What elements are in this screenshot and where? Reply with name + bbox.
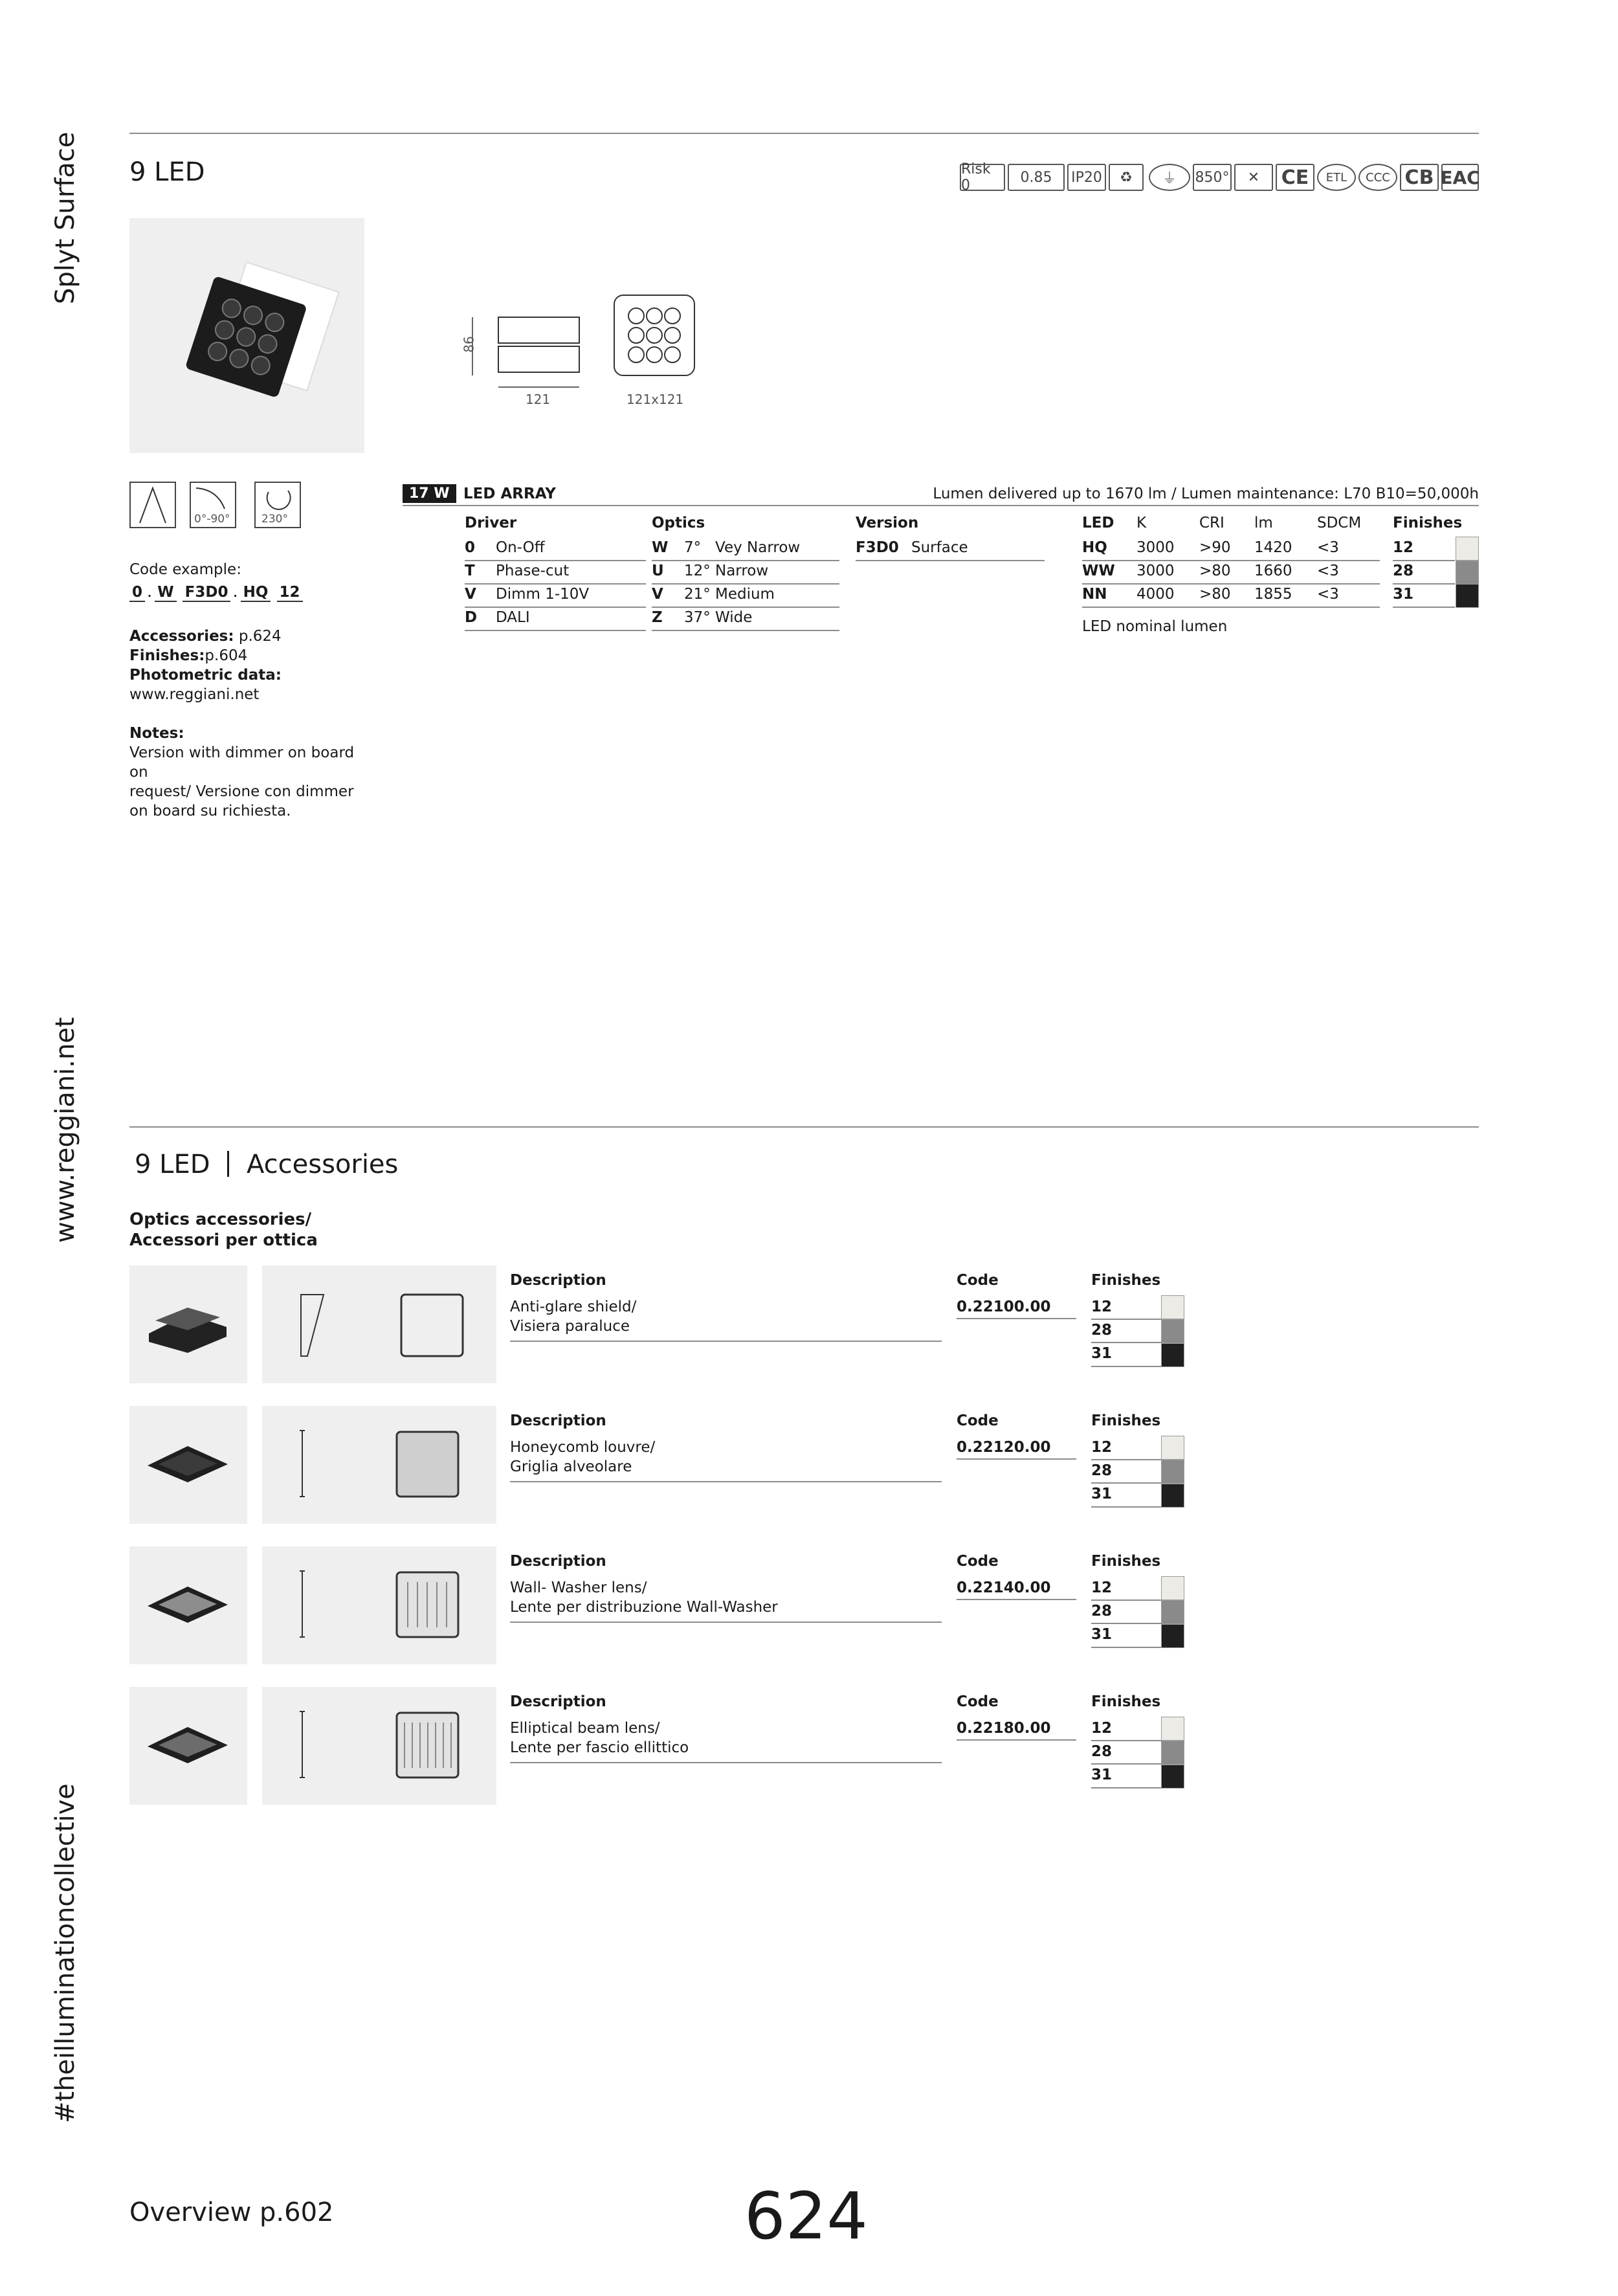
power-factor-badge: 0.85 <box>1008 164 1065 191</box>
finish-swatch-black <box>1161 1765 1184 1789</box>
led-array-label: LED ARRAY <box>463 485 556 502</box>
accessories-ref: p.624 <box>238 628 282 645</box>
code-example: 0 . W F3D0 . HQ 12 <box>129 584 305 602</box>
led-header: LED <box>1082 515 1114 531</box>
side-hashtag: #theilluminationcollective <box>50 1783 80 2123</box>
honeycomb-photo <box>129 1406 247 1524</box>
finish-swatch-grey <box>1161 1460 1184 1484</box>
code-example-label: Code example: <box>129 561 241 578</box>
cb-mark-icon: CB <box>1400 164 1439 191</box>
driver-header: Driver <box>465 515 517 531</box>
top-divider <box>129 133 1479 134</box>
finish-swatch-white <box>1161 1717 1184 1741</box>
rotation-label: 230° <box>261 513 288 526</box>
accessories-divider <box>129 1126 1479 1128</box>
width-dimension: 121 <box>526 392 551 407</box>
finish-swatch-grey <box>1456 561 1479 585</box>
beam-angle-icon <box>129 482 176 528</box>
photometric-link[interactable]: www.reggiani.net <box>129 686 260 703</box>
ccc-mark-icon: CCC <box>1358 164 1397 191</box>
side-product-family: Splyt Surface <box>50 131 80 304</box>
led-note: LED nominal lumen <box>1082 618 1228 635</box>
elliptical-lens-drawing <box>262 1687 496 1805</box>
spec-top-rule <box>403 505 1479 506</box>
code-part-optics: W <box>155 584 176 602</box>
ip-rating-badge: IP20 <box>1067 164 1106 191</box>
wall-washer-photo <box>129 1546 247 1664</box>
honeycomb-drawing <box>262 1406 496 1524</box>
finish-swatch-grey <box>1161 1319 1184 1343</box>
anti-glare-photo <box>129 1265 247 1383</box>
code-part-finish: 12 <box>277 584 303 602</box>
references-block: Accessories: p.624 Finishes:p.604 Photometric data: www.reggiani.net Notes: Version with dimmer on board on request/ Versione con dimmer on board su richiesta. <box>129 627 375 821</box>
finish-swatch-white <box>1161 1436 1184 1460</box>
finish-swatch-black <box>1161 1484 1184 1508</box>
overview-link[interactable]: Overview p.602 <box>129 2198 334 2227</box>
finishes-header: Finishes <box>1393 515 1463 531</box>
finish-swatch-white <box>1161 1295 1184 1319</box>
code-part-version: F3D0 <box>183 584 231 602</box>
finish-swatch-black <box>1161 1624 1184 1648</box>
ce-mark-icon: CE <box>1276 164 1314 191</box>
finish-swatch-black <box>1161 1343 1184 1367</box>
power-badge: 17 W <box>403 484 456 503</box>
tilt-label: 0°-90° <box>194 513 230 526</box>
optics-header: Optics <box>652 515 705 531</box>
code-part-led: HQ <box>241 584 271 602</box>
elliptical-lens-photo <box>129 1687 247 1805</box>
recycle-icon: ♻ <box>1109 164 1144 191</box>
page-number: 624 <box>744 2178 868 2254</box>
accessory-desc: Anti-glare shield/ <box>510 1298 637 1315</box>
height-dimension: 86 <box>461 336 477 353</box>
product-title: 9 LED <box>129 157 205 187</box>
finishes-ref: p.604 <box>205 647 248 664</box>
accessories-title: 9 LED Accessories <box>135 1150 399 1179</box>
earth-icon: ⏚ <box>1149 164 1190 191</box>
finish-swatch-grey <box>1161 1600 1184 1624</box>
lumen-note: Lumen delivered up to 1670 lm / Lumen maintenance: L70 B10=50,000h <box>933 485 1479 502</box>
accessory-code: 0.22100.00 <box>957 1298 1051 1315</box>
finish-swatch-grey <box>1161 1741 1184 1765</box>
side-website[interactable]: www.reggiani.net <box>50 1017 80 1243</box>
version-header: Version <box>856 515 919 531</box>
finish-swatch-white <box>1456 537 1479 561</box>
glow-wire-badge: 850° <box>1193 164 1232 191</box>
anti-glare-drawing <box>262 1265 496 1383</box>
finish-swatch-white <box>1161 1576 1184 1600</box>
product-photo <box>129 218 364 453</box>
no-insulation-icon: ✕ <box>1234 164 1273 191</box>
front-view-drawing <box>612 293 702 386</box>
code-part-driver: 0 <box>129 584 145 602</box>
risk-badge: Risk 0 <box>960 164 1005 191</box>
finish-swatch-black <box>1456 584 1479 608</box>
wall-washer-drawing <box>262 1546 496 1664</box>
square-dimension: 121x121 <box>626 392 684 407</box>
etl-mark-icon: ETL <box>1317 164 1356 191</box>
eac-mark-icon: EAC <box>1441 164 1479 191</box>
accessories-subtitle: Optics accessories/ Accessori per ottica <box>129 1210 318 1250</box>
